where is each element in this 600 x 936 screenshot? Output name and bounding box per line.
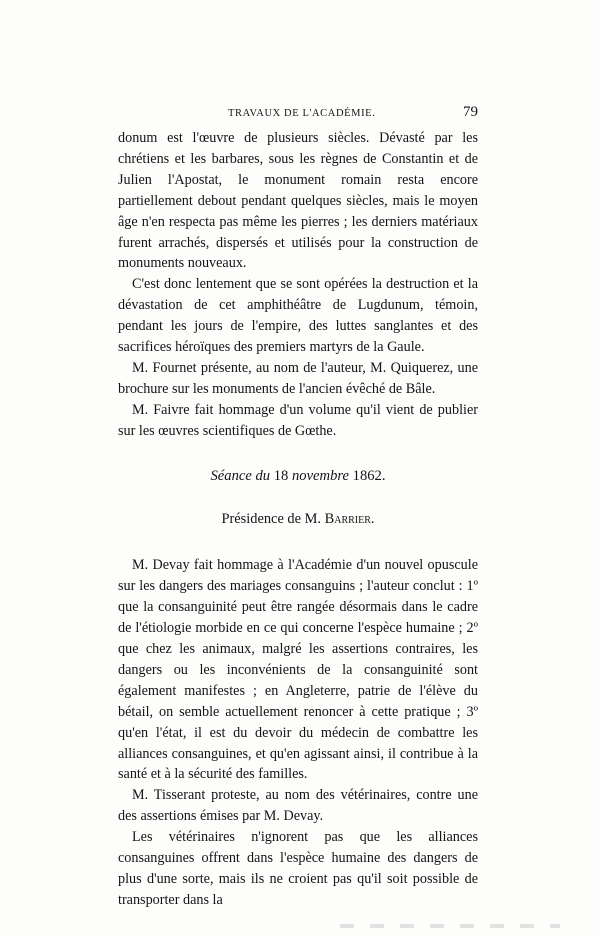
presidency-line [118, 509, 478, 530]
paragraph-amphitheatre-history: donum est l'œuvre de plusieurs siècles. Dévasté par les chrétiens et les barbares, sous les règnes de Constantin et de Julien l'Apostat, le monument romain resta encore partiellement debout pendant quelques siècles, mais le moyen âge n'en respecta pas même les pierres ; les derniers matériaux furent arrachés, dispersés et utilisés pour la construction de monuments nouveaux. [118, 130, 478, 272]
session-title-year: 1862. [352, 467, 386, 484]
paragraph-veterinarians: Les vétérinaires n'ignorent pas que les alliances consanguines offrent dans l'espèce humaine des dangers de plus d'une sorte, mais ils ne croient pas qu'il soit possible de transporter dans la [118, 829, 478, 908]
page-body [118, 128, 478, 911]
paragraph-fournet-brochure: M. Fournet présente, au nom de l'auteur, M. Quiquerez, une brochure sur les monuments de l'ancien évêché de Bâle. [118, 359, 478, 397]
page-header [118, 104, 478, 122]
running-head: TRAVAUX DE L'ACADÉMIE. [228, 108, 376, 119]
presidency-prefix: Présidence de M. [221, 510, 322, 527]
scan-artifact [340, 924, 560, 928]
session-title-day: 18 [273, 467, 289, 484]
paragraph-lugdunum-devastation: C'est donc lentement que se sont opérées la destruction et la dévastation de cet amphithéâtre de Lugdunum, témoin, pendant les jours de l'empire, des luttes sanglantes et des sacrifices héroïques des premiers martyrs de la Gaule. [118, 276, 478, 356]
paragraph-devay-consanguinity: M. Devay fait hommage à l'Académie d'un nouvel opuscule sur les dangers des mariages consanguins ; l'auteur conclut : 1º que la consanguinité peut être rangée désormais dans le cadre de l'étiologie morbide en ce qui concerne l'espèce humaine ; 2º que chez les animaux, malgré les assertions contraires, les dangers ou les inconvénients de la consanguinité sont également manifestes ; en Angleterre, patrie de l'élève du bétail, on semble actuellement renoncer à cette pratique ; 3º qu'en l'état, il est du devoir du médecin de combattre les alliances consanguines, et qu'en agissant ainsi, il contribue à la santé et à la sécurité des familles. [118, 557, 478, 783]
paragraph-faivre-goethe: M. Faivre fait hommage d'un volume qu'il vient de publier sur les œuvres scientifiques de Gœthe. [118, 401, 478, 439]
session-title-month: novembre [291, 467, 349, 484]
session-title-prefix: Séance du [210, 467, 271, 484]
paragraph-tisserant-protest: M. Tisserant proteste, au nom des vétérinaires, contre une des assertions émises par M. Devay. [118, 787, 478, 825]
presidency-name: Barrier. [324, 510, 375, 527]
session-title [118, 466, 478, 487]
page-number: 79 [463, 104, 478, 120]
